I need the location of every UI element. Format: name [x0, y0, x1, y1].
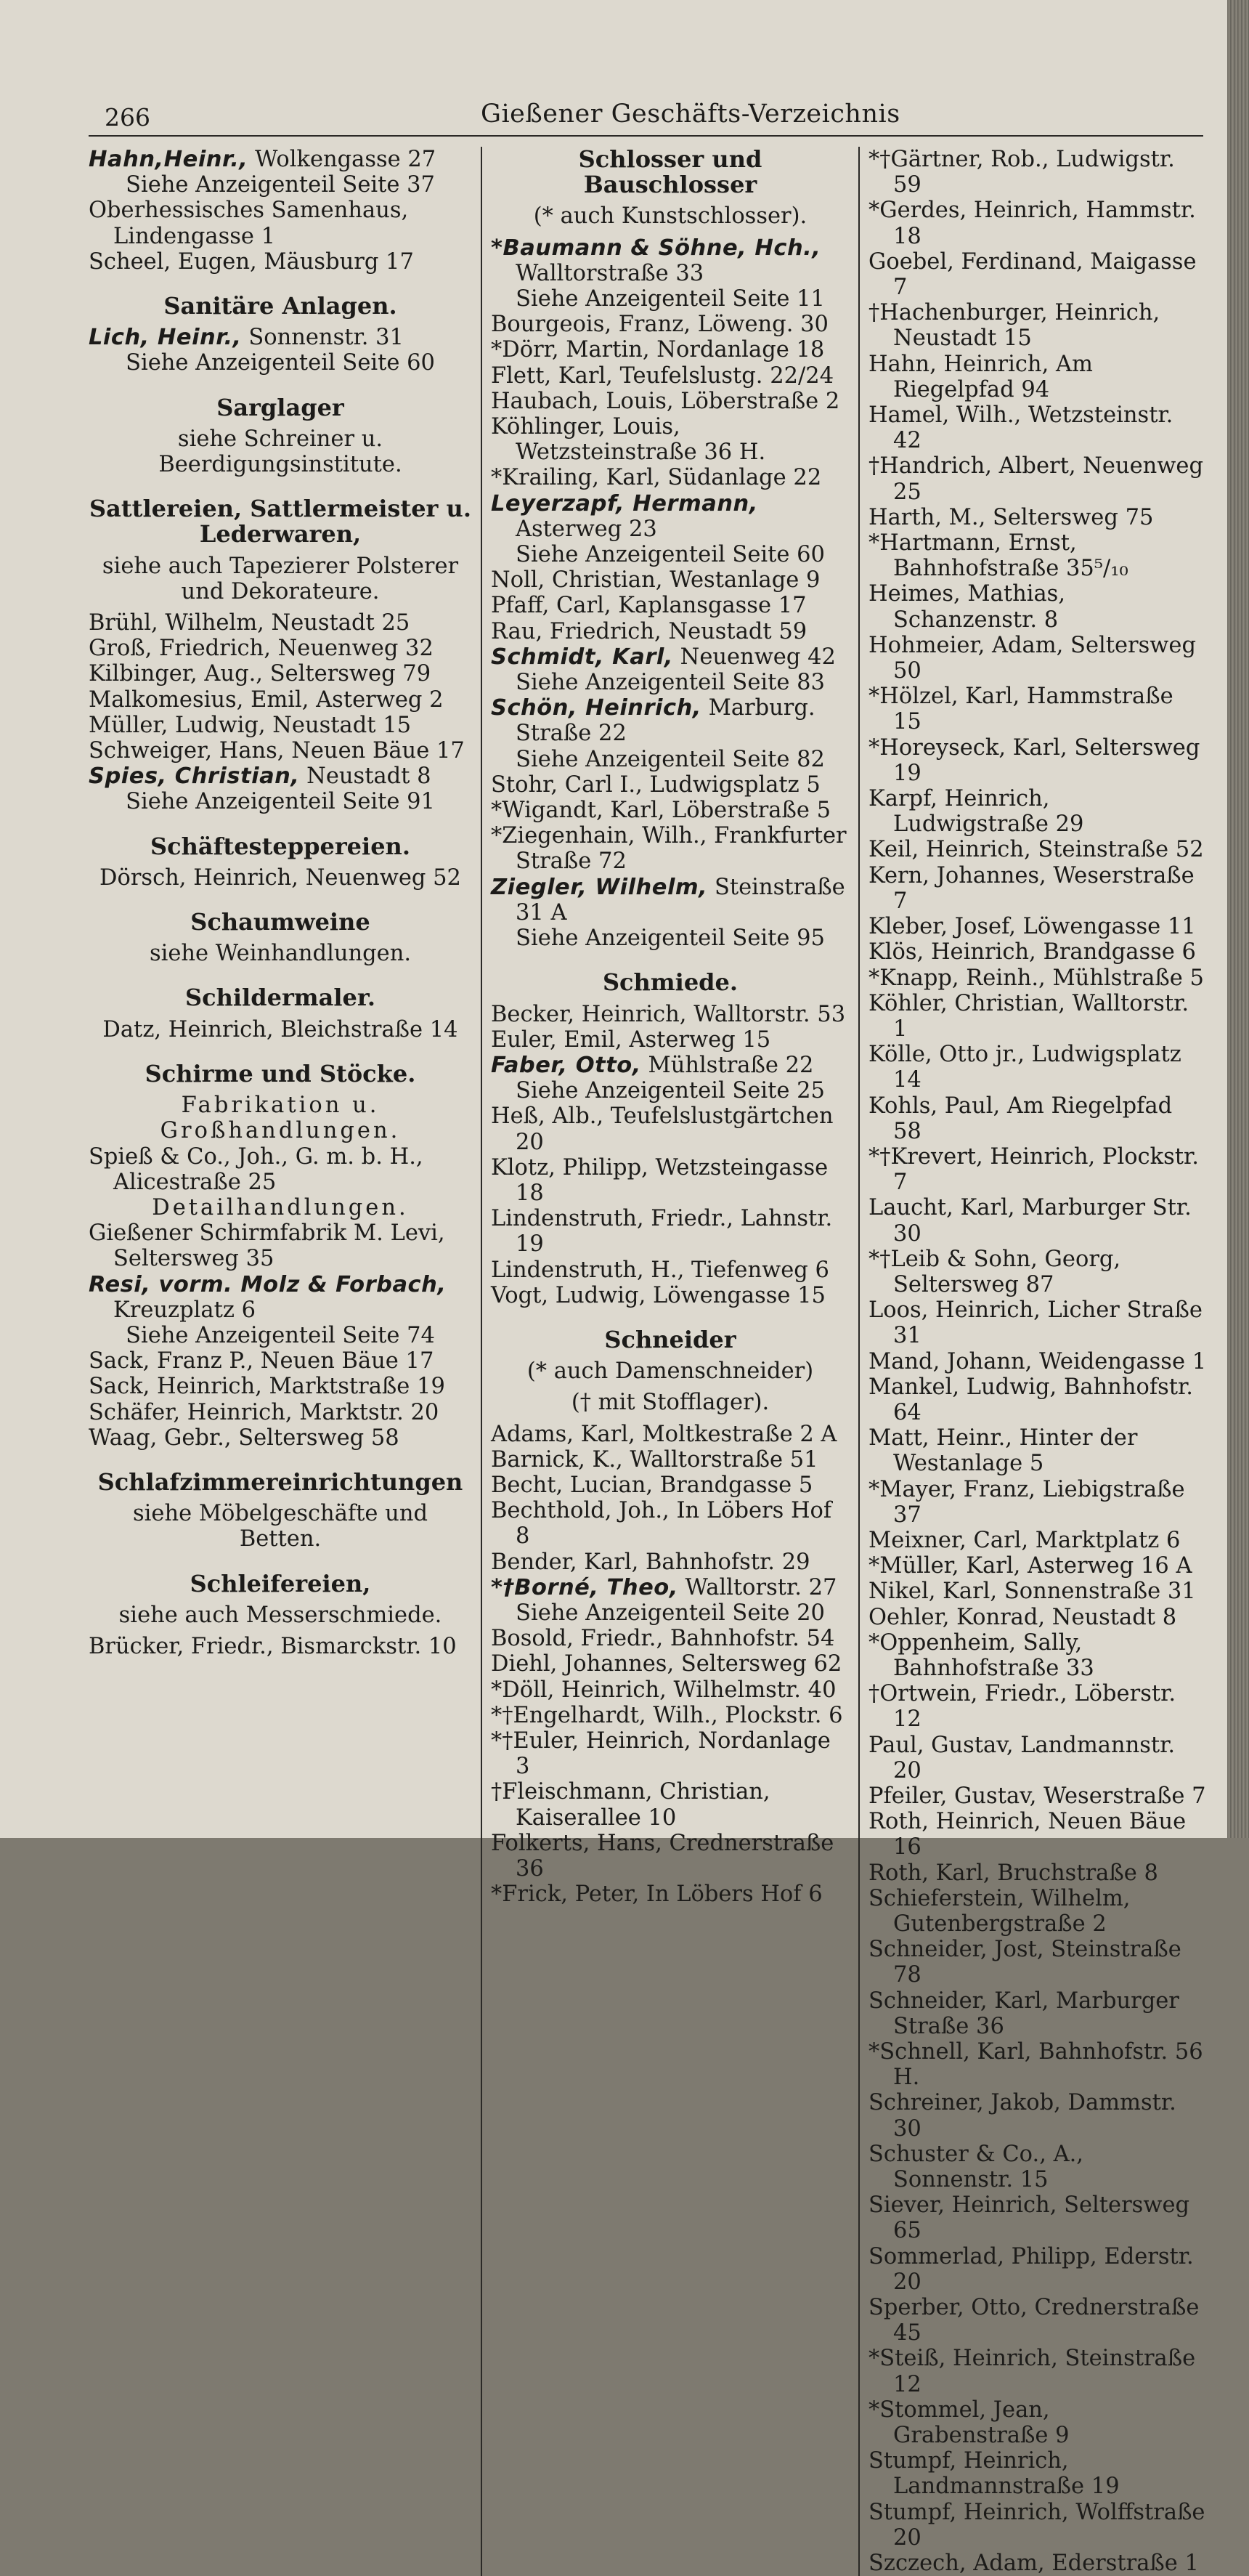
directory-entry: Becht, Lucian, Brandgasse 5 [491, 1472, 813, 1498]
directory-entry: *Gerdes, Heinrich, Hammstr. 18 [868, 198, 1196, 249]
directory-entry: Stumpf, Heinrich, Landmannstraße 19 [868, 2448, 1120, 2500]
directory-entry: *†Engelhardt, Wilh., Plockstr. 6 [491, 1702, 843, 1728]
entry-address: Asterweg 23 [516, 516, 657, 542]
section-heading: Schildermaler. [185, 984, 375, 1012]
section-heading: Schneider [604, 1325, 736, 1353]
directory-entry: Brühl, Wilhelm, Neustadt 25 [89, 610, 410, 636]
directory-entry: Lindenstruth, Friedr., Lahnstr. 19 [491, 1206, 833, 1257]
directory-entry: Kohls, Paul, Am Riegelpfad 58 [868, 1093, 1173, 1144]
ad-reference: Siehe Anzeigenteil Seite 37 [126, 172, 435, 198]
entry-name-bold: Resi, vorm. Molz & Forbach, [89, 1271, 447, 1297]
directory-entry: Pfaff, Carl, Kaplansgasse 17 [491, 593, 807, 619]
cross-reference: (* auch Damenschneider) [526, 1358, 814, 1385]
directory-entry [491, 1575, 850, 1600]
directory-entry: †Hachenburger, Heinrich, Neustadt 15 [868, 300, 1160, 352]
directory-entry [491, 875, 850, 926]
directory-entry: †Fleischmann, Christian, Kaiserallee 10 [491, 1779, 770, 1831]
section-heading: Schäftesteppereien. [150, 832, 410, 860]
directory-entry: Dörsch, Heinrich, Neuenweg 52 [99, 864, 461, 891]
directory-entry: Scheel, Eugen, Mäusburg 17 [89, 248, 414, 275]
directory-entry: Köhler, Christian, Walltorstr. 1 [868, 990, 1189, 1042]
directory-entry: Lindenstruth, H., Tiefenweg 6 [491, 1257, 829, 1283]
section-heading: Sattlereien, Sattlermeister u. Lederwaren, [89, 495, 471, 548]
directory-entry: *Stommel, Jean, Grabenstraße 9 [868, 2397, 1070, 2449]
directory-entry: Karpf, Heinrich, Ludwigstraße 29 [868, 786, 1084, 838]
directory-entry: Barnick, K., Walltorstraße 51 [491, 1446, 818, 1473]
cross-reference: siehe Möbelgeschäfte und Betten. [132, 1501, 428, 1552]
directory-entry: Mand, Johann, Weidengasse 1 [868, 1348, 1207, 1374]
directory-entry: Gießener Schirmfabrik M. Levi, Seltersweg 35 [89, 1220, 445, 1272]
section-heading: Sarglager [216, 393, 344, 421]
directory-entry: Roth, Karl, Bruchstraße 8 [868, 1860, 1158, 1886]
directory-entry: Hamel, Wilh., Wetzsteinstr. 42 [868, 402, 1173, 454]
book-page-edge [1227, 0, 1249, 1838]
directory-entry: *Oppenheim, Sally, Bahnhofstraße 33 [868, 1629, 1094, 1681]
directory-entry: Brücker, Friedr., Bismarckstr. 10 [89, 1633, 457, 1659]
entry-address: Kreuzplatz 6 [113, 1297, 256, 1323]
directory-entry: Harth, M., Seltersweg 75 [868, 504, 1154, 530]
directory-entry: Klotz, Philipp, Wetzsteingasse 18 [491, 1154, 829, 1206]
cross-reference: (* auch Kunstschlosser). [533, 203, 807, 230]
directory-entry: Szczech, Adam, Ederstraße 1 [868, 2551, 1199, 2576]
directory-entry: Schieferstein, Wilhelm, Gutenbergstraße 2 [868, 1885, 1131, 1937]
directory-entry: †Ortwein, Friedr., Löberstr. 12 [868, 1681, 1176, 1733]
directory-entry: Bechthold, Joh., In Löbers Hof 8 [491, 1498, 832, 1550]
directory-entry: Schneider, Jost, Steinstraße 78 [868, 1937, 1181, 1988]
directory-entry: Hahn, Heinrich, Am Riegelpfad 94 [868, 351, 1093, 402]
ad-reference: Siehe Anzeigenteil Seite 60 [126, 350, 435, 376]
directory-entry: Flett, Karl, Teufelslustg. 22/24 [491, 362, 834, 389]
entry-address: Steinstraße 31 A [516, 874, 845, 926]
directory-entry [491, 644, 850, 670]
directory-entry: *Schnell, Karl, Bahnhofstr. 56 H. [868, 2039, 1203, 2091]
directory-entry: *†Euler, Heinrich, Nordanlage 3 [491, 1728, 831, 1780]
column-left [89, 147, 482, 2576]
entry-address: Mühlstraße 22 [648, 1052, 814, 1078]
subsection-label: Detailhandlungen. [152, 1194, 409, 1220]
directory-entry: Haubach, Louis, Löberstraße 2 [491, 388, 840, 414]
section-heading: Sanitäre Anlagen. [163, 292, 397, 320]
section-heading: Schlafzimmereinrichtungen [97, 1467, 463, 1496]
directory-entry: Klös, Heinrich, Brandgasse 6 [868, 939, 1196, 965]
directory-entry: Groß, Friedrich, Neuenweg 32 [89, 636, 434, 662]
cross-reference: siehe Weinhandlungen. [149, 941, 412, 967]
directory-entry: *Wigandt, Karl, Löberstraße 5 [491, 798, 831, 824]
directory-entry [89, 147, 472, 172]
directory-entry: Sack, Franz P., Neuen Bäue 17 [89, 1348, 434, 1374]
directory-entry: *†Leib & Sohn, Georg, Seltersweg 87 [868, 1246, 1121, 1297]
directory-entry: Kölle, Otto jr., Ludwigsplatz 14 [868, 1042, 1181, 1093]
entry-name-bold: Hahn,Heinr., [89, 147, 248, 172]
directory-entry: Waag, Gebr., Seltersweg 58 [89, 1425, 399, 1451]
directory-entry: *Ziegenhain, Wilh., Frankfurter Straße 72 [491, 823, 847, 875]
directory-entry: *†Krevert, Heinrich, Plockstr. 7 [868, 1143, 1199, 1196]
directory-entry: Meixner, Carl, Marktplatz 6 [868, 1527, 1181, 1553]
directory-entry: Schneider, Karl, Marburger Straße 36 [868, 1988, 1179, 2039]
directory-entry: Mankel, Ludwig, Bahnhofstr. 64 [868, 1374, 1193, 1425]
directory-entry: Bourgeois, Franz, Löweng. 30 [491, 312, 829, 338]
directory-entry: *Steiß, Heinrich, Steinstraße 12 [868, 2346, 1196, 2397]
directory-entry: †Handrich, Albert, Neuenweg 25 [868, 453, 1203, 505]
ad-reference: Siehe Anzeigenteil Seite 20 [516, 1600, 825, 1626]
directory-entry: Heimes, Mathias, Schanzenstr. 8 [868, 581, 1066, 633]
directory-entry [89, 1272, 472, 1323]
directory-entry: Stumpf, Heinrich, Wolffstraße 20 [868, 2499, 1205, 2551]
cross-reference: († mit Stofflager). [571, 1390, 770, 1416]
directory-entry: Keil, Heinrich, Steinstraße 52 [868, 837, 1204, 863]
directory-entry: Kern, Johannes, Weserstraße 7 [868, 862, 1195, 914]
directory-entry: Köhlinger, Louis, Wetzsteinstraße 36 H. [491, 414, 766, 466]
directory-entry: Oehler, Konrad, Neustadt 8 [868, 1604, 1177, 1630]
directory-entry: Kleber, Josef, Löwengasse 11 [868, 914, 1196, 940]
entry-name-bold: Spies, Christian, [89, 764, 300, 790]
directory-entry: Vogt, Ludwig, Löwengasse 15 [491, 1282, 826, 1308]
directory-entry: *Müller, Karl, Asterweg 16 A [868, 1553, 1192, 1579]
page-header [89, 0, 1203, 137]
section-heading: Schmiede. [602, 968, 739, 997]
directory-entry: Euler, Emil, Asterweg 15 [491, 1026, 771, 1053]
directory-entry: Adams, Karl, Moltkestraße 2 A [491, 1421, 837, 1447]
entry-address: Neuenweg 42 [680, 644, 836, 670]
running-title: Gießener Geschäfts-Verzeichnis [481, 100, 900, 129]
directory-entry: *Mayer, Franz, Liebigstraße 37 [868, 1476, 1185, 1528]
entry-name-bold: Schön, Heinrich, [491, 695, 701, 721]
directory-entry [491, 1053, 850, 1078]
directory-entry: Nikel, Karl, Sonnenstraße 31 [868, 1579, 1196, 1605]
directory-entry: Rau, Friedrich, Neustadt 59 [491, 618, 807, 644]
directory-entry: Müller, Ludwig, Neustadt 15 [89, 712, 412, 738]
directory-entry: Diehl, Johannes, Seltersweg 62 [491, 1651, 842, 1677]
directory-entry: *Hartmann, Ernst, Bahnhofstraße 35⁵/₁₀ [868, 530, 1128, 582]
column-right [860, 147, 1207, 2576]
column-middle [482, 147, 860, 2576]
directory-entry: Spieß & Co., Joh., G. m. b. H., Alicestraße 25 [89, 1143, 423, 1195]
section-heading: Schlosser und Bauschlosser [578, 145, 762, 199]
entry-name-bold: *†Borné, Theo, [491, 1574, 678, 1600]
directory-entry: Malkomesius, Emil, Asterweg 2 [89, 686, 444, 713]
directory-entry: Bender, Karl, Bahnhofstr. 29 [491, 1549, 810, 1575]
directory-entry: Schuster & Co., A., Sonnenstr. 15 [868, 2141, 1084, 2193]
ad-reference: Siehe Anzeigenteil Seite 25 [516, 1078, 825, 1104]
entry-name-bold: Leyerzapf, Hermann, [491, 490, 758, 517]
entry-address: Sonnenstr. 31 [248, 325, 404, 351]
page-number: 266 [105, 103, 150, 131]
directory-columns [89, 147, 1207, 2576]
directory-entry: Stohr, Carl I., Ludwigsplatz 5 [491, 771, 821, 798]
section-heading: Schirme und Stöcke. [145, 1059, 416, 1087]
directory-entry: *Hölzel, Karl, Hammstraße 15 [868, 684, 1173, 735]
entry-address: Walltorstr. 27 [685, 1574, 837, 1600]
ad-reference: Siehe Anzeigenteil Seite 91 [126, 789, 435, 815]
ad-reference: Siehe Anzeigenteil Seite 95 [516, 926, 825, 952]
directory-entry: Pfeiler, Gustav, Weserstraße 7 [868, 1783, 1206, 1809]
cross-reference: siehe Schreiner u. Beerdigungsinstitute. [158, 426, 402, 478]
directory-entry: Heß, Alb., Teufelslustgärtchen 20 [491, 1103, 834, 1155]
directory-entry: Sperber, Otto, Crednerstraße 45 [868, 2295, 1200, 2346]
directory-entry: Siever, Heinrich, Seltersweg 65 [868, 2192, 1190, 2244]
directory-entry: Bosold, Friedr., Bahnhofstr. 54 [491, 1626, 835, 1652]
directory-entry: Folkerts, Hans, Crednerstraße 36 [491, 1830, 834, 1882]
directory-entry [491, 491, 850, 542]
directory-entry [491, 695, 850, 746]
directory-entry: Matt, Heinr., Hinter der Westanlage 5 [868, 1425, 1138, 1477]
directory-entry: Goebel, Ferdinand, Maigasse 7 [868, 248, 1197, 301]
ad-reference: Siehe Anzeigenteil Seite 11 [516, 286, 825, 312]
directory-entry: Becker, Heinrich, Walltorstr. 53 [491, 1001, 846, 1027]
directory-entry: *†Gärtner, Rob., Ludwigstr. 59 [868, 147, 1175, 198]
directory-entry: *Krailing, Karl, Südanlage 22 [491, 465, 822, 491]
directory-entry: Sack, Heinrich, Marktstraße 19 [89, 1374, 445, 1400]
directory-entry: Kilbinger, Aug., Seltersweg 79 [89, 661, 431, 687]
entry-address: Marburg. Straße 22 [516, 695, 815, 747]
entry-name-bold: Lich, Heinr., [89, 325, 242, 351]
entry-address: Neustadt 8 [306, 764, 431, 790]
directory-entry: Schäfer, Heinrich, Marktstr. 20 [89, 1399, 439, 1425]
entry-name-bold: Ziegler, Wilhelm, [491, 874, 708, 900]
ad-reference: Siehe Anzeigenteil Seite 60 [516, 542, 825, 568]
directory-entry: Oberhessisches Samenhaus, Lindengasse 1 [89, 198, 409, 249]
cross-reference: siehe auch Tapezierer Polsterer und Dekorateure. [102, 553, 459, 604]
directory-entry [89, 325, 472, 350]
directory-entry: Sommerlad, Philipp, Ederstr. 20 [868, 2243, 1194, 2295]
directory-entry: Laucht, Karl, Marburger Str. 30 [868, 1195, 1192, 1247]
directory-entry: *Knapp, Reinh., Mühlstraße 5 [868, 965, 1204, 991]
directory-entry: Hohmeier, Adam, Seltersweg 50 [868, 632, 1196, 684]
directory-entry: *Horeyseck, Karl, Seltersweg 19 [868, 734, 1200, 786]
directory-entry: *Döll, Heinrich, Wilhelmstr. 40 [491, 1677, 837, 1703]
ad-reference: Siehe Anzeigenteil Seite 83 [516, 670, 825, 696]
subsection-label: Fabrikation u. Großhandlungen. [160, 1093, 401, 1144]
directory-entry [89, 764, 472, 789]
directory-entry: Schreiner, Jakob, Dammstr. 30 [868, 2090, 1176, 2142]
entry-address: Wolkengasse 27 [255, 147, 436, 172]
ad-reference: Siehe Anzeigenteil Seite 82 [516, 746, 825, 772]
entry-name-bold: Faber, Otto, [491, 1052, 641, 1078]
directory-entry: *Dörr, Martin, Nordanlage 18 [491, 337, 825, 363]
section-heading: Schaumweine [190, 908, 370, 936]
directory-entry: Datz, Heinrich, Bleichstraße 14 [102, 1016, 458, 1042]
directory-entry: Noll, Christian, Westanlage 9 [491, 567, 821, 594]
entry-name-bold: Schmidt, Karl, [491, 644, 673, 670]
directory-entry: *Frick, Peter, In Löbers Hof 6 [491, 1882, 823, 1908]
cross-reference: siehe auch Messerschmiede. [118, 1602, 442, 1628]
directory-entry [491, 235, 850, 286]
directory-entry: Roth, Heinrich, Neuen Bäue 16 [868, 1809, 1187, 1860]
directory-entry: Schweiger, Hans, Neuen Bäue 17 [89, 738, 465, 764]
section-heading: Schleifereien, [190, 1569, 371, 1597]
directory-entry: Loos, Heinrich, Licher Straße 31 [868, 1297, 1203, 1349]
entry-address: Walltorstraße 33 [516, 260, 704, 286]
entry-name-bold: *Baumann & Söhne, Hch., [491, 235, 821, 261]
ad-reference: Siehe Anzeigenteil Seite 74 [126, 1322, 435, 1348]
directory-entry: Paul, Gustav, Landmannstr. 20 [868, 1732, 1176, 1783]
